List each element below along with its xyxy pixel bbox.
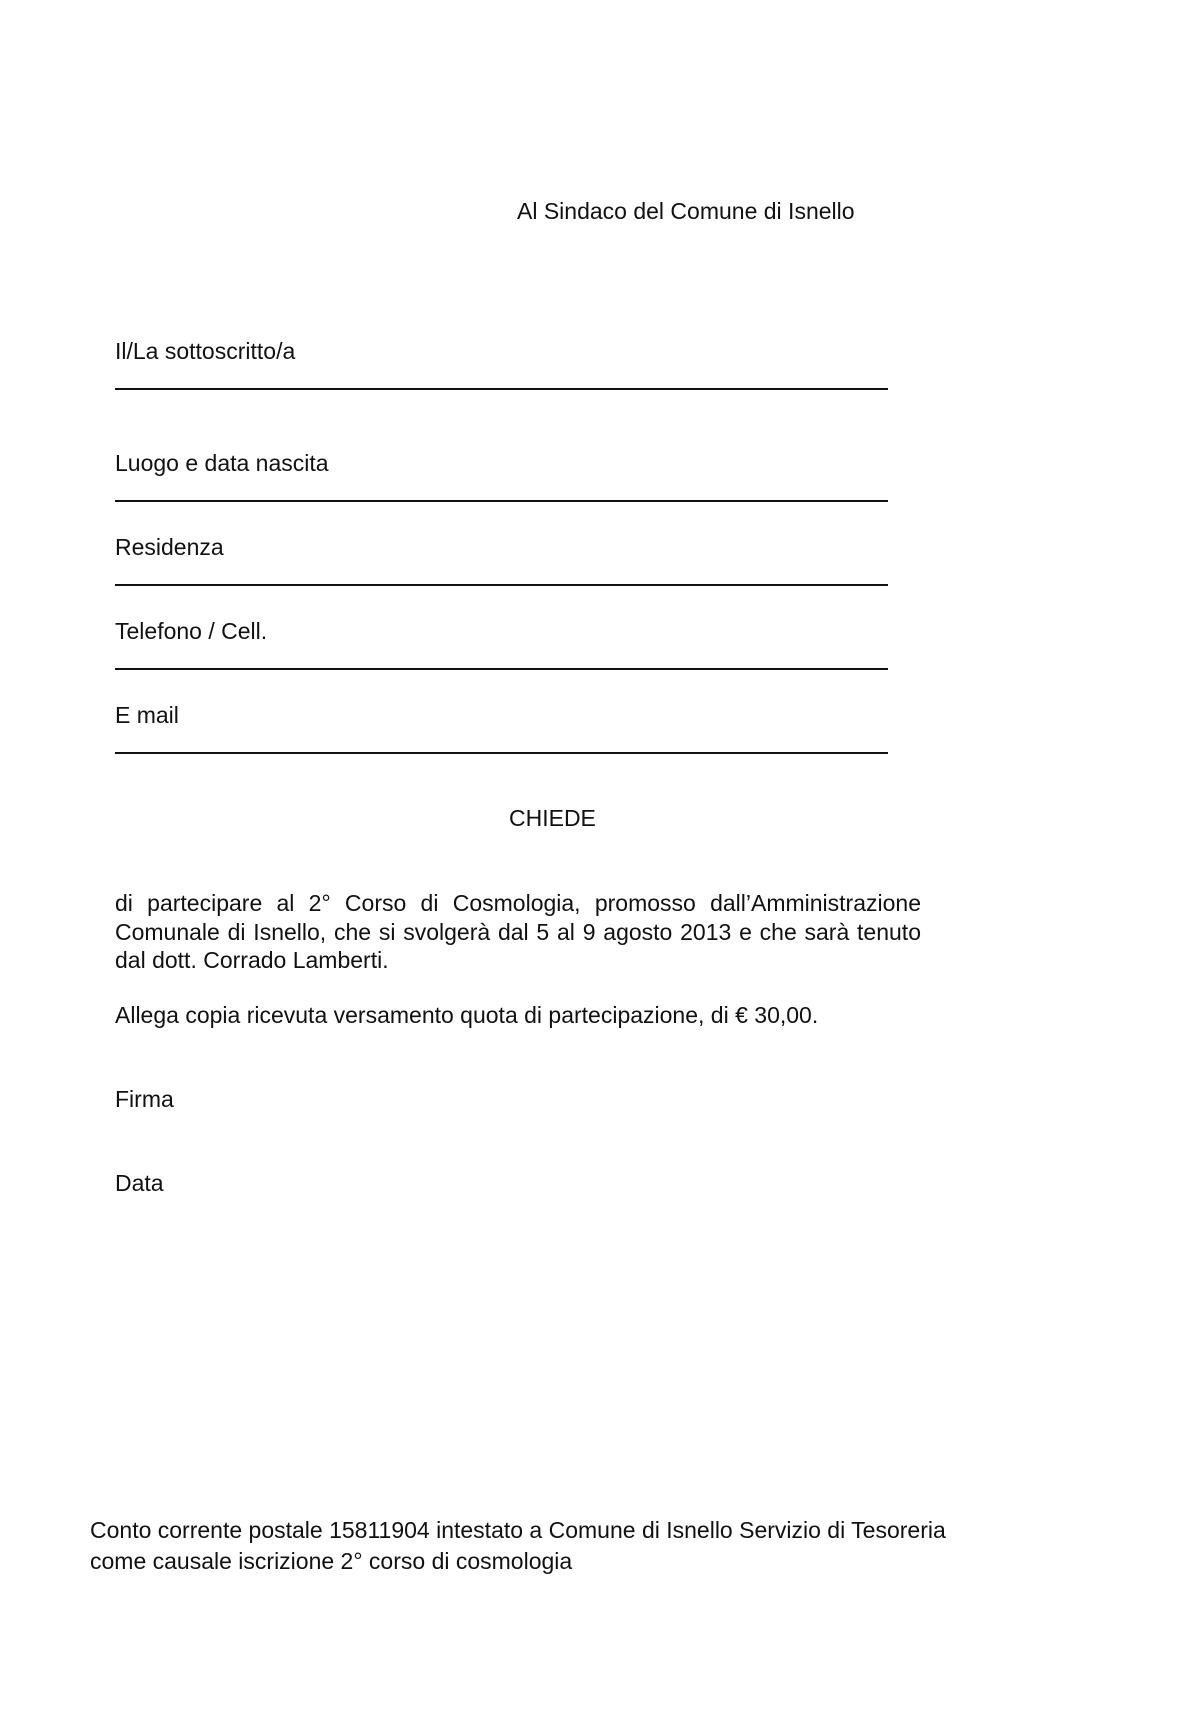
date-label: Data xyxy=(115,1170,164,1196)
field-blank-name[interactable] xyxy=(115,388,888,390)
footer-account-line: Conto corrente postale 15811904 intestato a Comune di Isnello Servizio di Tesoreria xyxy=(90,1517,946,1543)
request-heading: CHIEDE xyxy=(509,805,596,831)
footer-causale-line: come causale iscrizione 2° corso di cosmologia xyxy=(90,1548,573,1574)
attachment-statement: Allega copia ricevuta versamento quota di partecipazione, di € 30,00. xyxy=(115,1002,819,1028)
field-label-email: E mail xyxy=(115,702,179,728)
field-label-name: Il/La sottoscritto/a xyxy=(115,338,296,364)
field-blank-residence[interactable] xyxy=(115,584,888,586)
field-label-residence: Residenza xyxy=(115,534,224,560)
signature-label: Firma xyxy=(115,1086,174,1112)
request-paragraph: di partecipare al 2° Corso di Cosmologia, promosso dall’Amministrazione Comunale di Isnello, che si svolgerà dal 5 al 9 agosto 2013 e che sarà tenuto dal dott. Corrado Lamberti. xyxy=(115,890,921,973)
recipient-line: Al Sindaco del Comune di Isnello xyxy=(517,198,855,224)
field-blank-email[interactable] xyxy=(115,752,888,754)
field-blank-birth[interactable] xyxy=(115,500,888,502)
field-label-birth: Luogo e data nascita xyxy=(115,450,329,476)
field-label-phone: Telefono / Cell. xyxy=(115,618,268,644)
field-blank-phone[interactable] xyxy=(115,668,888,670)
